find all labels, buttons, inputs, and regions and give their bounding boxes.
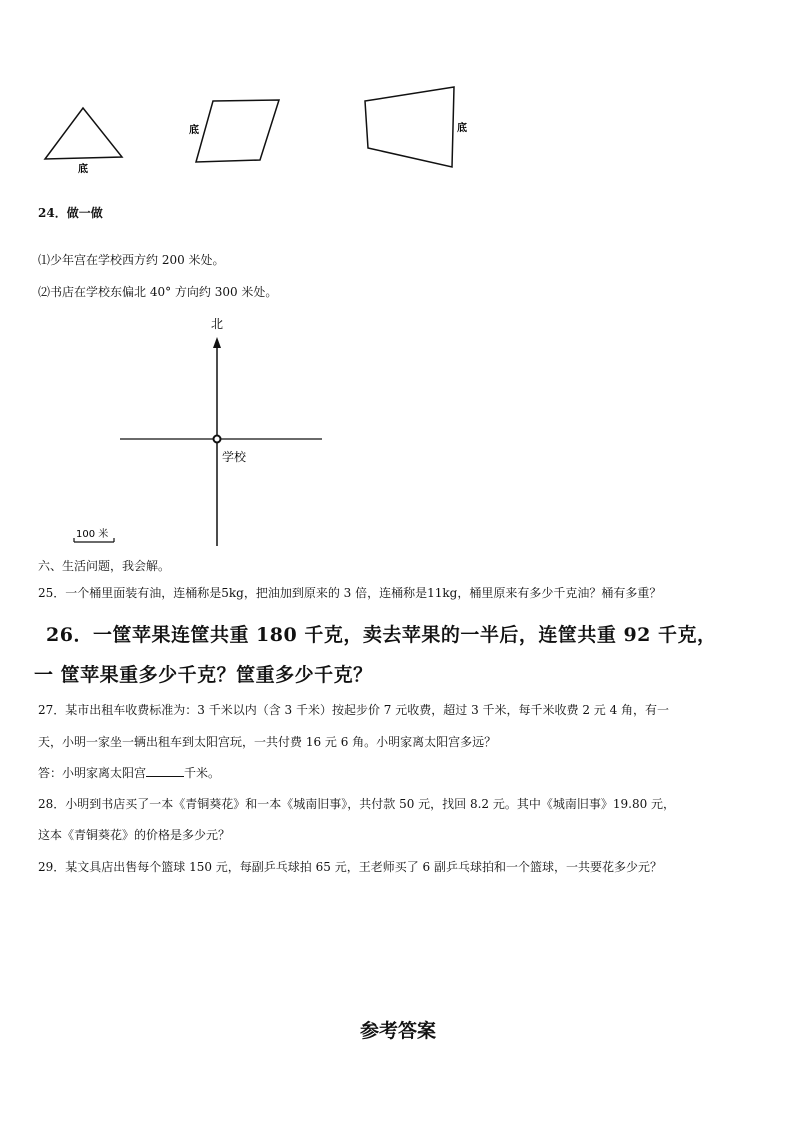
scale-label: 100 米	[76, 529, 109, 540]
q24-item-1: ⑴少年宫在学校西方约 200 米处。	[38, 253, 225, 267]
answer-blank[interactable]	[146, 766, 184, 777]
q24-item-2: ⑵书店在学校东偏北 40° 方向约 300 米处。	[38, 285, 278, 299]
shapes-figure	[0, 0, 794, 190]
answers-title: 参考答案	[360, 1020, 437, 1042]
trapezoid-base-label: 底	[457, 123, 467, 134]
school-label: 学校	[222, 450, 247, 464]
q29-text: 29．某文具店出售每个篮球 150 元，每副乒乓球拍 65 元，王老师买了 6 副乒乓球拍和一个篮球，一共要花多少元？	[38, 860, 662, 874]
school-point	[214, 436, 221, 443]
direction-diagram	[0, 310, 794, 550]
q28-line-2: 这本《青铜葵花》的价格是多少元？	[38, 828, 231, 842]
q25-text: 25．一个桶里面装有油，连桶称是5kg，把油加到原来的 3 倍，连桶称是11kg，桶里原来有多少千克油？桶有多重？	[38, 586, 662, 600]
q27-line-2: 天，小明一家坐一辆出租车到太阳宫玩，一共付费 16 元 6 角。小明家离太阳宫多远？	[38, 735, 497, 749]
parallelogram-base-label: 底	[189, 125, 199, 136]
triangle-base-label: 底	[78, 164, 88, 175]
triangle-shape	[45, 108, 122, 159]
q24-title: 24．做一做	[38, 206, 103, 220]
q26-line-1: 26．一筐苹果连筐共重 180 千克，卖去苹果的一半后，连筐共重 92 千克，	[46, 624, 717, 646]
section-6-title: 六、生活问题，我会解。	[38, 559, 171, 573]
trapezoid-shape	[365, 87, 454, 167]
north-arrow-icon	[213, 337, 221, 348]
q27-answer	[38, 764, 220, 781]
q27-line-1: 27．某市出租车收费标准为：3 千米以内（含 3 千米）按起步价 7 元收费，超过 3 千米，每千米收费 2 元 4 角，有一	[38, 703, 670, 717]
north-label: 北	[211, 317, 224, 331]
q27-answer-prefix: 答：小明家离太阳宫	[38, 766, 147, 780]
q27-answer-suffix: 千米。	[184, 766, 221, 780]
q26-line-2: 一 筐苹果重多少千克？筐重多少千克？	[34, 664, 373, 686]
parallelogram-shape	[196, 100, 279, 162]
q28-line-1: 28．小明到书店买了一本《青铜葵花》和一本《城南旧事》，共付款 50 元，找回 8.2 元。其中《城南旧事》19.80 元，	[38, 797, 676, 811]
